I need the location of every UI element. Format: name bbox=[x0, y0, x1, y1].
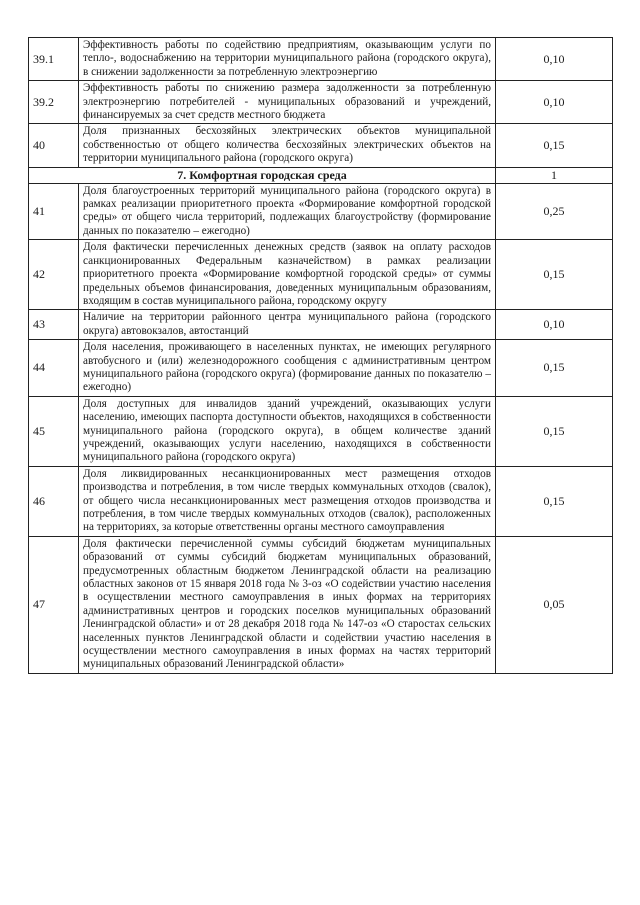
section-title: 7. Комфортная городская среда bbox=[29, 167, 496, 183]
row-number: 39.1 bbox=[29, 38, 79, 81]
row-description: Эффективность работы по содействию предприятиям, оказывающим услуги по тепло-, водоснабжению на территории муниципального района (городского округа), в снижении задолженности за потребленную электроэнергию bbox=[79, 38, 496, 81]
row-number: 42 bbox=[29, 240, 79, 310]
row-weight: 0,05 bbox=[496, 536, 613, 673]
table-row bbox=[29, 536, 613, 673]
table-row bbox=[29, 124, 613, 167]
row-description: Доля доступных для инвалидов зданий учреждений, оказывающих услуги населению, имеющих паспорта доступности объектов, находящихся в собственности муниципального района (городского округа), в общем количестве зданий учреждений, оказывающих услуги населению, находящихся в собственности муниципального района (городского округа) bbox=[79, 396, 496, 466]
row-number: 45 bbox=[29, 396, 79, 466]
row-description: Наличие на территории районного центра муниципального района (городского округа) автовокзалов, автостанций bbox=[79, 310, 496, 340]
section-header-row bbox=[29, 167, 613, 183]
row-number: 44 bbox=[29, 340, 79, 397]
table-row bbox=[29, 81, 613, 124]
table-row bbox=[29, 183, 613, 240]
row-weight: 0,15 bbox=[496, 240, 613, 310]
row-description: Доля населения, проживающего в населенных пунктах, не имеющих регулярного автобусного и (или) железнодорожного сообщения с административным центром муниципального района (городского округа) (формирование данных по показателю – ежегодно) bbox=[79, 340, 496, 397]
row-weight: 0,25 bbox=[496, 183, 613, 240]
row-weight: 0,15 bbox=[496, 124, 613, 167]
row-description: Доля фактически перечисленной суммы субсидий бюджетам муниципальных образований от суммы субсидий бюджетам муниципальных образований, предусмотренных областным бюджетом Ленинградской области на реализацию областных законов от 15 января 2018 года № 3-оз «О содействии участию населения в осуществлении местного самоуправления в иных формах на территориях административных центров и городских поселков муниципальных образований Ленинградской области» и от 28 декабря 2018 года № 147-оз «О старостах сельских населенных пунктов Ленинградской области и содействии участию населения в осуществлении местного самоуправления в иных формах на частях территорий муниципальных образований Ленинградской области» bbox=[79, 536, 496, 673]
row-weight: 0,15 bbox=[496, 340, 613, 397]
table-row bbox=[29, 38, 613, 81]
row-number: 41 bbox=[29, 183, 79, 240]
row-weight: 0,10 bbox=[496, 310, 613, 340]
section-weight: 1 bbox=[496, 167, 613, 183]
row-weight: 0,10 bbox=[496, 81, 613, 124]
table-row bbox=[29, 240, 613, 310]
table-row bbox=[29, 466, 613, 536]
row-number: 39.2 bbox=[29, 81, 79, 124]
row-weight: 0,15 bbox=[496, 466, 613, 536]
table-row bbox=[29, 396, 613, 466]
row-number: 43 bbox=[29, 310, 79, 340]
indicators-table bbox=[28, 37, 613, 674]
row-description: Доля фактически перечисленных денежных средств (заявок на оплату расходов санкционированных Федеральным казначейством) в рамках реализации приоритетного проекта «Формирование комфортной городской среды» от суммы предельных объемов финансирования, доведенных муниципальным образованиям, входящим в состав муниципального района, городскому округу bbox=[79, 240, 496, 310]
row-number: 46 bbox=[29, 466, 79, 536]
row-description: Доля благоустроенных территорий муниципального района (городского округа) в рамках реализации приоритетного проекта «Формирование комфортной городской среды» от общего числа территорий, подлежащих благоустройству (формирование данных по показателю – ежегодно) bbox=[79, 183, 496, 240]
row-description: Эффективность работы по снижению размера задолженности за потребленную электроэнергию потребителей - муниципальных образований и учреждений, финансируемых за счет средств местного бюджета bbox=[79, 81, 496, 124]
row-description: Доля признанных бесхозяйных электрических объектов муниципальной собственностью от общего количества бесхозяйных электрических объектов на территории муниципального района (городского округа) bbox=[79, 124, 496, 167]
table-row bbox=[29, 340, 613, 397]
row-description: Доля ликвидированных несанкционированных мест размещения отходов производства и потребления, в том числе твердых коммунальных отходов (свалок), от общего числа несанкционированных мест размещения отходов производства и потребления, в том числе твердых коммунальных отходов (свалок), расположенных на территориях, за которые ответственны органы местного самоуправления bbox=[79, 466, 496, 536]
table-row bbox=[29, 310, 613, 340]
row-number: 40 bbox=[29, 124, 79, 167]
row-weight: 0,10 bbox=[496, 38, 613, 81]
row-weight: 0,15 bbox=[496, 396, 613, 466]
row-number: 47 bbox=[29, 536, 79, 673]
